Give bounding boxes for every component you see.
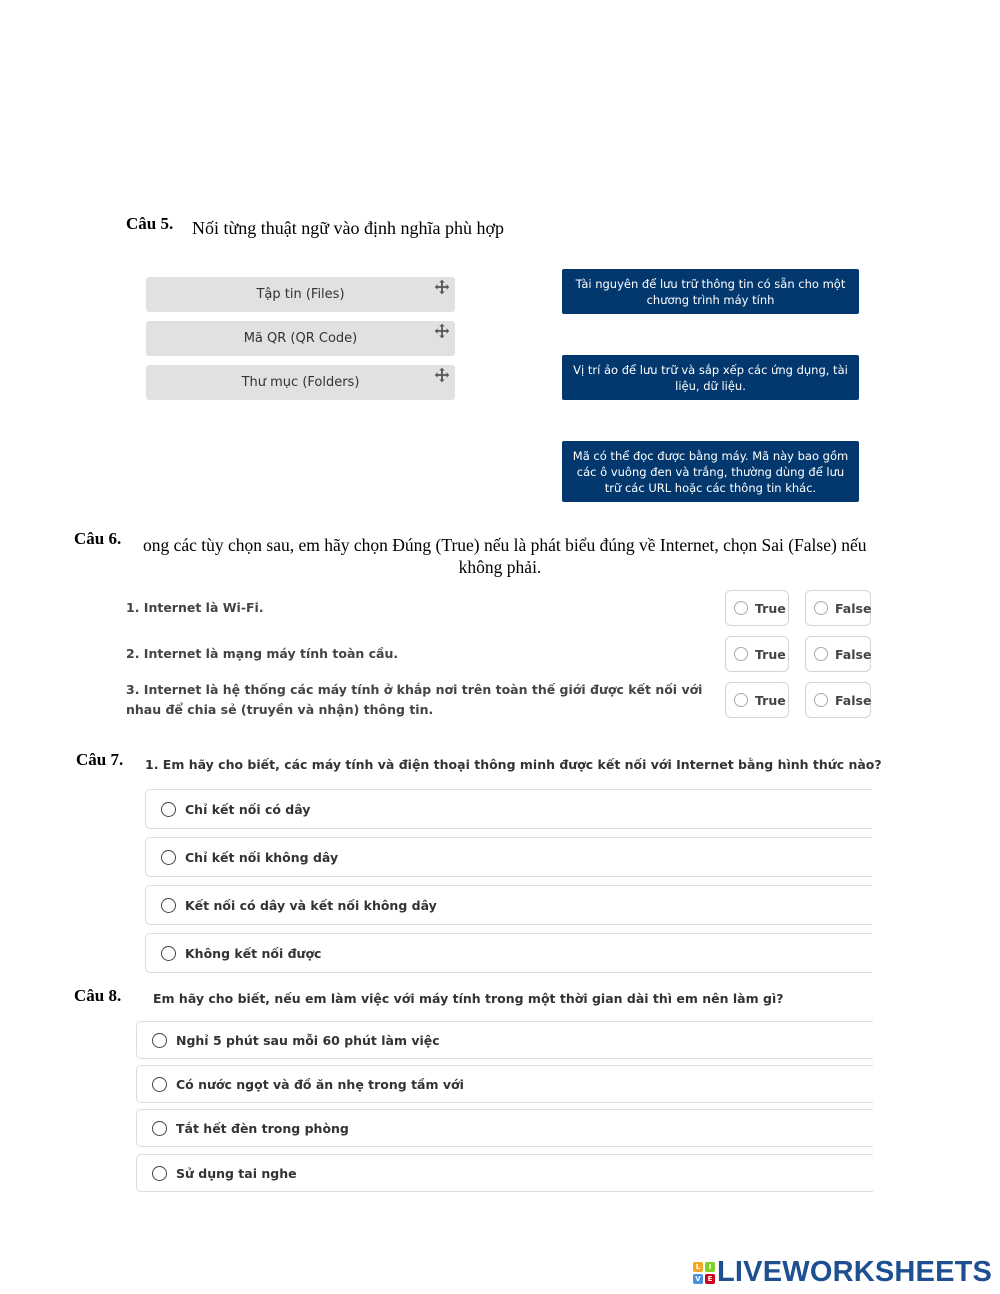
true-button-3[interactable] <box>725 682 789 718</box>
radio-circle <box>152 1077 167 1092</box>
radio-circle <box>814 647 828 661</box>
q7-label: Câu 7. <box>76 750 124 769</box>
radio-circle <box>734 647 748 661</box>
definition-box-2[interactable]: Vị trí ảo để lưu trữ và sắp xếp các ứng dụng, tài liệu, dữ liệu. <box>562 355 859 400</box>
false-label: False <box>835 646 872 662</box>
logo-letter-e: E <box>705 1274 715 1284</box>
q8-option-1[interactable] <box>136 1021 873 1059</box>
radio-circle <box>161 850 176 865</box>
true-label: True <box>755 646 786 662</box>
term-label: Tập tin (Files) <box>256 287 345 302</box>
logo-letter-l: L <box>693 1262 703 1272</box>
option-label: Có nước ngọt và đồ ăn nhẹ trong tầm với <box>176 1076 464 1092</box>
false-button-3[interactable] <box>805 682 871 718</box>
definition-box-3[interactable]: Mã có thể đọc được bằng máy. Mã này bao gồm các ô vuông đen và trắng, thường dùng để lưu trữ các URL hoặc các thông tin khác. <box>562 441 859 502</box>
option-label: Chỉ kết nối có dây <box>185 801 311 817</box>
false-button-2[interactable] <box>805 636 871 672</box>
radio-circle <box>152 1166 167 1181</box>
radio-circle <box>161 898 176 913</box>
q8-option-4[interactable] <box>136 1154 873 1192</box>
move-icon[interactable] <box>433 278 451 296</box>
option-label: Kết nối có dây và kết nối không dây <box>185 897 437 913</box>
option-label: Sử dụng tai nghe <box>176 1165 297 1181</box>
tf-statement-1: 1. Internet là Wi-Fi. <box>126 600 264 615</box>
option-label: Tắt hết đèn trong phòng <box>176 1120 349 1136</box>
term-label: Thư mục (Folders) <box>241 375 360 390</box>
liveworksheets-logo <box>693 1256 992 1289</box>
definition-box-1[interactable]: Tài nguyên để lưu trữ thông tin có sẵn cho một chương trình máy tính <box>562 269 859 314</box>
logo-text: LIVEWORKSHEETS <box>717 1256 993 1288</box>
true-button-2[interactable] <box>725 636 789 672</box>
logo-grid-icon <box>693 1262 715 1284</box>
q8-option-3[interactable] <box>136 1109 873 1147</box>
q7-option-1[interactable] <box>145 789 872 829</box>
true-button-1[interactable] <box>725 590 789 626</box>
logo-letter-v: V <box>693 1274 703 1284</box>
q7-prompt: 1. Em hãy cho biết, các máy tính và điện thoại thông minh được kết nối với Internet bằng hình thức nào? <box>145 757 882 772</box>
tf-statement-2: 2. Internet là mạng máy tính toàn cầu. <box>126 646 399 661</box>
radio-circle <box>814 693 828 707</box>
move-icon[interactable] <box>433 322 451 340</box>
radio-circle <box>734 693 748 707</box>
false-button-1[interactable] <box>805 590 871 626</box>
term-files[interactable] <box>146 277 455 312</box>
false-label: False <box>835 692 872 708</box>
option-label: Chỉ kết nối không dây <box>185 849 339 865</box>
q7-option-3[interactable] <box>145 885 872 925</box>
true-label: True <box>755 692 786 708</box>
q8-prompt: Em hãy cho biết, nếu em làm việc với máy tính trong một thời gian dài thì em nên làm gì? <box>153 991 784 1006</box>
radio-circle <box>152 1121 167 1136</box>
move-icon[interactable] <box>433 366 451 384</box>
term-folders[interactable] <box>146 365 455 400</box>
radio-circle <box>161 946 176 961</box>
q6-prompt-line1: ong các tùy chọn sau, em hãy chọn Đúng (True) nếu là phát biểu đúng về Internet, chọn Sai (False) nếu <box>143 535 867 555</box>
option-label: Nghỉ 5 phút sau mỗi 60 phút làm việc <box>176 1032 440 1048</box>
false-label: False <box>835 600 872 616</box>
term-label: Mã QR (QR Code) <box>243 331 358 346</box>
term-qr-code[interactable] <box>146 321 455 356</box>
q5-prompt: Nối từng thuật ngữ vào định nghĩa phù hợp <box>192 218 505 238</box>
q8-option-2[interactable] <box>136 1065 873 1103</box>
q6-prompt-line2: không phải. <box>458 557 542 577</box>
true-label: True <box>755 600 786 616</box>
logo-letter-i: I <box>705 1262 715 1272</box>
option-label: Không kết nối được <box>185 945 322 961</box>
tf-statement-3: 3. Internet là hệ thống các máy tính ở khắp nơi trên toàn thế giới được kết nối với nhau để chia sẻ (truyền và nhận) thông tin. <box>126 682 703 717</box>
radio-circle <box>161 802 176 817</box>
q7-option-2[interactable] <box>145 837 872 877</box>
radio-circle <box>814 601 828 615</box>
q6-label: Câu 6. <box>74 529 122 548</box>
q7-option-4[interactable] <box>145 933 872 973</box>
radio-circle <box>734 601 748 615</box>
radio-circle <box>152 1033 167 1048</box>
q5-label: Câu 5. <box>126 214 174 233</box>
q8-label: Câu 8. <box>74 986 122 1005</box>
